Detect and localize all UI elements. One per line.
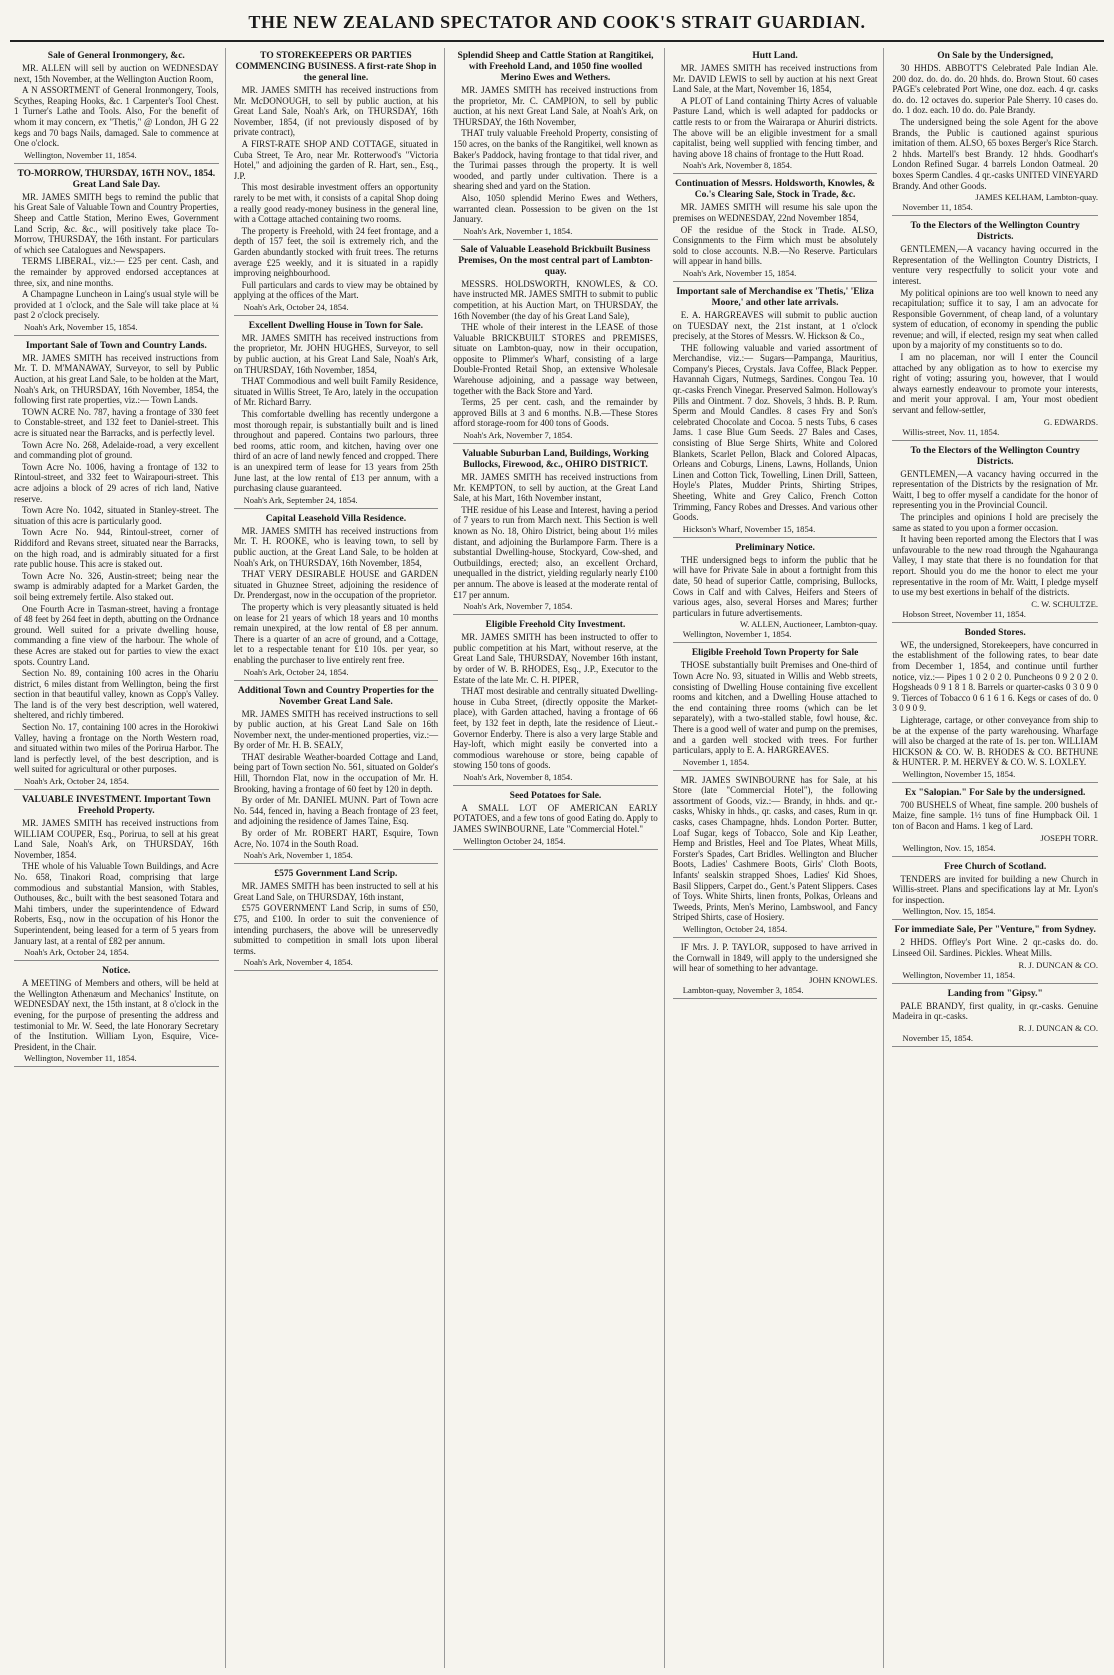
ad-paragraph: THE undersigned begs to inform the public that he will have for Private Sale in about a fortnight from this date, 50 head of superior Cattle, comprising, Bullocks, Cows in Calf and with Calves, Heifers and Steers of various ages, also, several Horses and Mares; further particulars in future advertisements. bbox=[672, 554, 878, 618]
ad-signature: G. EDWARDS. bbox=[1043, 416, 1098, 427]
ad-paragraph: One Fourth Acre in Tasman-street, having a frontage of 48 feet by 264 feet in depth, abutting on the Ordnance ground. Well suited for a private dwelling house, commanding a fine view of the harbour. The whole of these Acres are staked out for parties to view the exact spots. Country Land. bbox=[14, 603, 219, 667]
ad-paragraph: WE, the undersigned, Storekeepers, have concurred in the establishment of the following rates, to bear date from December 1, 1854, and continue until further notice, viz.:— Pipes 1 0 2 0 2 0. Puncheons 0 9 2 0 2 0. Hogsheads 0 9 1 8 1 8. Barrels or quarter-casks 0 3 0 9 0 9. Tierces of Tobacco 0 6 1 6 1 6. Kegs or cases of do. 0 3 0 9 0 9. bbox=[892, 639, 1098, 714]
ad-heading: Splendid Sheep and Cattle Station at Rangitikei, with Freehold Land, and 1050 fine woolled Merino Ewes and Wethers. bbox=[457, 51, 654, 83]
advertisement bbox=[892, 986, 1098, 1047]
ad-dateline: November 11, 1854. bbox=[902, 202, 973, 213]
ad-dateline: Wellington, November 1, 1854. bbox=[682, 629, 792, 640]
advertisement bbox=[14, 166, 219, 336]
ad-paragraph: £575 GOVERNMENT Land Scrip, in sums of £50, £75, and £100. In order to suit the convenience of intending purchasers, the above will be unreservedly submitted to competition in small lots upon liberal terms. bbox=[233, 903, 439, 956]
ad-dateline: November 15, 1854. bbox=[902, 1032, 974, 1043]
ad-heading: Ex "Salopian." For Sale by the undersigned. bbox=[905, 787, 1086, 798]
ad-paragraph: By order of Mr. ROBERT HART, Esquire, Town Acre, No. 1074 in the South Road. bbox=[233, 828, 439, 849]
ad-paragraph: THE whole of his Valuable Town Buildings, and Acre No. 658, Tinakori Road, comprising that large commodious and substantial Mansion, with Stables, Outhouses, &c., built with the best seasoned Totara and Mahi timbers, under the superintendence of Edward Roberts, Esq., now in the occupation of his Honor the Superintendent, being leased for a term of 5 years from January last, at a rental of £82 per annum. bbox=[14, 861, 219, 946]
ad-paragraph: Lighterage, cartage, or other conveyance from ship to be at the expense of the party warehousing. Wharfage will also be charged at the rate of 1s. per ton. WILLIAM HICKSON & CO. W. B. RHODES & CO. BETHUNE & HUNTER. P. M. HERVEY & CO. W. S. LOXLEY. bbox=[892, 714, 1098, 768]
ad-dateline: Noah's Ark, November 8, 1854. bbox=[682, 160, 792, 171]
advertisement bbox=[234, 511, 439, 681]
advertisement bbox=[892, 859, 1098, 921]
ad-dateline: Wellington, Nov. 15, 1854. bbox=[902, 842, 996, 853]
ad-paragraph: A N ASSORTMENT of General Ironmongery, Tools, Scythes, Reaping Hooks, &c. 1 Carpenter's Tool Chest. 1 Turner's Lathe and Tools. Also, For the benefit of whom it may concern, ex "Thetis," @ London, JH G 22 kegs and 70 bags Nails, damaged. Sale to commence at One o'clock. bbox=[14, 85, 219, 149]
ad-dateline: Willis-street, Nov. 11, 1854. bbox=[902, 426, 1000, 437]
ad-heading: TO-MORROW, THURSDAY, 16TH NOV., 1854. Great Land Sale Day. bbox=[17, 168, 216, 190]
ad-paragraph: GENTLEMEN,—A vacancy having occurred in the representation of the Districts by the resignation of Mr. Waitt, I beg to offer myself a candidate for the honor of representing you in the Provincial Council. bbox=[892, 468, 1098, 511]
column-1 bbox=[14, 48, 226, 1668]
ad-paragraph: THAT VERY DESIRABLE HOUSE and GARDEN situated in Ghuznee Street, adjoining the residence of Dr. Prendergast, now in the occupation of the proprietor. bbox=[233, 569, 439, 601]
advertisement bbox=[673, 773, 878, 938]
ad-signature: W. ALLEN, Auctioneer, Lambton-quay. bbox=[739, 619, 878, 630]
ad-signature: R. J. DUNCAN & CO. bbox=[1018, 959, 1098, 970]
ad-heading: To the Electors of the Wellington Country Districts. bbox=[910, 221, 1080, 243]
advertisement bbox=[234, 318, 439, 509]
ad-paragraph: MR. ALLEN will sell by auction on WEDNESDAY next, 15th November, at the Wellington Auction Room, bbox=[14, 63, 219, 84]
ad-heading: Free Church of Scotland. bbox=[944, 861, 1047, 872]
ad-dateline: Wellington, November 11, 1854. bbox=[24, 149, 137, 160]
ad-paragraph: This comfortable dwelling has recently undergone a most thorough repair, is substantially built and is lined throughout and papered. Contains two parlours, three bed rooms, attic room, and kitchen, having over one third of an acre of land newly fenced and cropped. There is an unexpired term of lease for 13 years from 25th June last, at the low rental of £13 per annum, with a purchasing clause guaranteed. bbox=[233, 409, 439, 494]
ad-paragraph: A Champagne Luncheon in Laing's usual style will be provided at 1 o'clock, and the Sale will take place at ¼ past 2 o'clock precisely. bbox=[14, 289, 219, 321]
ad-dateline: Wellington, November 11, 1854. bbox=[902, 969, 1015, 980]
ad-paragraph: 2 HHDS. Offley's Port Wine. 2 qr.-casks do. do. Linseed Oil. Sardines. Pickles. Wheat Mills. bbox=[892, 937, 1098, 959]
ad-dateline: Hickson's Wharf, November 15, 1854. bbox=[682, 523, 816, 534]
advertisement bbox=[14, 338, 219, 790]
advertisement bbox=[892, 922, 1098, 983]
ad-dateline: Noah's Ark, October 24, 1854. bbox=[24, 947, 129, 958]
ad-dateline: Noah's Ark, October 24, 1854. bbox=[243, 301, 349, 312]
column-5 bbox=[892, 48, 1104, 1668]
ad-paragraph: The undersigned being the sole Agent for the above Brands, the Public is cautioned against spurious imitation of them. ALSO, 65 boxes Berger's Rice Starch. 2 hhds. Martell's best Brandy. 12 hhds. Goodhart's London Refined Sugar. 4 barrels London Oatmeal. 20 boxes Sperm Candles. 4 qr.-casks UNITED VINEYARD Brandy. And other Goods. bbox=[892, 116, 1098, 191]
ad-dateline: Noah's Ark, November 15, 1854. bbox=[682, 267, 797, 278]
ad-dateline: Noah's Ark, November 8, 1854. bbox=[463, 771, 573, 782]
ad-heading: Important Sale of Town and Country Lands. bbox=[25, 340, 207, 351]
ad-dateline: Noah's Ark, October 24, 1854. bbox=[243, 666, 349, 677]
ad-dateline: Noah's Ark, November 1, 1854. bbox=[463, 225, 573, 236]
columns bbox=[14, 48, 1104, 1668]
ad-signature: JOHN KNOWLES. bbox=[809, 974, 878, 985]
ad-heading: Eligible Freehold City Investment. bbox=[485, 620, 626, 631]
ad-paragraph: TERMS LIBERAL, viz.:— £25 per cent. Cash, and the remainder by approved endorsed acceptances at three, six, and nine months. bbox=[14, 256, 219, 288]
ad-paragraph: A FIRST-RATE SHOP AND COTTAGE, situated in Cuba Street, Te Aro, near Mr. Rotterwood's "Victoria Hotel," and adjoining the garden of R. Hart, sen., Esq., J.P. bbox=[233, 138, 439, 181]
ad-heading: Valuable Suburban Land, Buildings, Working Bullocks, Firewood, &c., OHIRO DISTRICT. bbox=[462, 449, 649, 471]
ad-heading: Continuation of Messrs. Holdsworth, Knowles, & Co.'s Clearing Sale, Stock in Trade, &c. bbox=[675, 179, 876, 201]
ad-paragraph: THOSE substantially built Premises and One-third of Town Acre No. 93, situated in Willis and Webb streets, consisting of Dwelling House containing five excellent rooms and kitchen, and a Dwelling House attached to the end containing three rooms (which can be let separately), with a two-stalled stable, fowl house, &c. There is a good well of water and pump on the premises, and a garden well stocked with trees. For further particulars, apply to E. A. HARGREAVES. bbox=[672, 660, 878, 756]
advertisement bbox=[14, 48, 219, 164]
ad-paragraph: THE following valuable and varied assortment of Merchandise, viz.:— Sugars—Pampanga, Mauritius, Company's Pieces, Crystals. Java Coffee, Black Pepper. Havannah Cigars, Nutmegs, Sardines. Congou Tea. 10 qr.-casks French Vinegar. Preserved Salmon. Holloway's Pills and Ointment. 7 doz. Shovels, 3 hhds. B. P. Rum. Sperm and Mould Candles. 8 cases Fry and Son's celebrated Chocolate and Cocoa. 5 nests Tubs, 6 cases Jams. 1 case Blue Gum Seeds. 27 Bales and Cases, consisting of Blue Serge Shirts, White and Colored Blankets, Scarlet Pellon, Black and Colored Alpacas, Orleans and Coburgs, Linens, Lawns, Hollands, Union Linen and Cotton Tick, Towelling, Linen Drill, Satteen, Hoyle's Plates, Mudder Prints, Shirting Stripes, Sheeting, White and Grey Calico, French Cotton Trimming, Fancy Robes and Dresses. And various other Goods. bbox=[672, 342, 878, 523]
advertisement bbox=[234, 48, 439, 316]
advertisement bbox=[892, 625, 1098, 783]
ad-dateline: Noah's Ark, October 24, 1854. bbox=[24, 776, 129, 787]
ad-paragraph: Town Acre No. 944, Rintoul-street, corner of Riddiford and Revans street, situated near the Barracks, on the high road, and is admirably situated for a first rate public house. This acre is staked out. bbox=[14, 527, 219, 570]
advertisement bbox=[892, 218, 1098, 441]
ad-paragraph: PALE BRANDY, first quality, in qr.-casks. Genuine Madeira in qr.-casks. bbox=[892, 1000, 1098, 1022]
ad-paragraph: MR. JAMES SMITH has been instructed to offer to public competition at his Mart, without reserve, at the Great Land Sale, THURSDAY, November 16th instant, by order of W. B. RHODES, Esq., J.P., Executor to the Estate of the late Mr. C. H. PIPER, bbox=[453, 632, 658, 685]
ad-dateline: Wellington, Nov. 15, 1854. bbox=[902, 906, 996, 917]
ad-dateline: Wellington, October 24, 1854. bbox=[682, 924, 788, 934]
ad-paragraph: By order of Mr. DANIEL MUNN. Part of Town acre No. 544, fenced in, having a Beach frontage of 23 feet, and adjoining the residence of James Taine, Esq. bbox=[233, 795, 439, 827]
ad-paragraph: This most desirable investment offers an opportunity rarely to be met with, it consists of a capital Shop doing a really good ready-money business in the general line, with a Cottage attached containing two rooms. bbox=[233, 182, 439, 225]
ad-heading: Bonded Stores. bbox=[964, 627, 1026, 638]
ad-paragraph: MR. JAMES SMITH has received instructions from WILLIAM COUPER, Esq., Porirua, to sell at his great Land Sale, Noah's Ark, on THURSDAY, 16th November, 1854. bbox=[14, 818, 219, 860]
ad-heading: Seed Potatoes for Sale. bbox=[509, 790, 602, 801]
ad-paragraph: The property which is very pleasantly situated is held on lease for 21 years of which 18 years and 10 months remain unexpired, at the low rental of £8 per annum. There is a quarter of an acre of ground, and a Cottage, let to a respectable tenant for £10 10s. per year, so enabling the purchaser to live entirely rent free. bbox=[233, 601, 439, 665]
ad-heading: Hutt Land. bbox=[752, 51, 798, 61]
ad-dateline: Lambton-quay, November 3, 1854. bbox=[682, 984, 804, 995]
ad-paragraph: THAT Commodious and well built Family Residence, situated in Willis Street, Te Aro, lately in the occupation of Mr. Richard Barry. bbox=[233, 376, 439, 408]
advertisement bbox=[673, 540, 878, 644]
ad-dateline: Noah's Ark, November 1, 1854. bbox=[243, 850, 353, 861]
ad-paragraph: Full particulars and cards to view may be obtained by applying at the offices of the Mart. bbox=[233, 279, 439, 301]
advertisement bbox=[892, 443, 1098, 623]
ad-heading: £575 Government Land Scrip. bbox=[274, 869, 398, 880]
ad-paragraph: My political opinions are too well known to need any recapitulation; suffice it to say, I am an advocate for Responsible Government, of cheap land, of a voluntary system of education, of economy in spending the public revenue; and will, if elected, resign my seat when called upon by a majority of my constituents so to do. bbox=[892, 287, 1098, 351]
ad-dateline: Wellington, November 11, 1854. bbox=[24, 1053, 137, 1064]
ad-paragraph: MR. JAMES SMITH begs to remind the public that his Great Sale of Valuable Town and Country Properties, Sheep and Cattle Station, Merino Ewes, Government Land Scrip, &c. &c., will positively take place To-Morrow, THURSDAY, the 16th instant. For particulars of which see Catalogues and Newspapers. bbox=[14, 191, 219, 255]
ad-paragraph: Also, 1050 splendid Merino Ewes and Wethers, warranted clean. Possession to be given on the 1st January. bbox=[453, 192, 658, 225]
ad-paragraph: 30 HHDS. ABBOTT'S Celebrated Pale Indian Ale. 200 doz. do. do. do. 20 hhds. do. Brown Stout. 60 cases PAGE's celebrated Port Wine, one doz. each. 4 qr. casks do. do. 12 octaves do. superior Pale Sherry. 10 cases do. do. 1 doz. each. 10 do. do. Pale Brandy. bbox=[892, 63, 1098, 116]
ad-dateline: Noah's Ark, September 24, 1854. bbox=[243, 494, 358, 505]
ad-paragraph: A PLOT of Land containing Thirty Acres of valuable Pasture Land, which is well adapted for paddocks or cattle rests to or from the Wairarapa or Ahuriri districts. The above will be an eligible investment for a small capitalist, being well supplied with fencing timber, and having above 18 chains of frontage to the Hutt Road. bbox=[672, 95, 878, 159]
ad-paragraph: I am no placeman, nor will I enter the Council attached by any obligation as to how to exercise my right of voting; assuring you, however, that I would always earnestly endeavour to promote your interests, and merit your approval. I am, Your most obedient servant and fellow-settler, bbox=[892, 352, 1098, 416]
ad-heading: TO STOREKEEPERS OR PARTIES COMMENCING BUSINESS. A first-rate Shop in the general line. bbox=[235, 51, 437, 83]
ad-paragraph: MR. JAMES SMITH has received instructions from Mr. T. D. M'MANAWAY, Surveyor, to sell by Public Auction, at his great Land Sale, to be holden at the Mart, Noah's Ark, on THURSDAY, 16th November, 1854, the following first rate properties, viz.:— Town Lands. bbox=[14, 352, 219, 406]
ad-heading: Preliminary Notice. bbox=[735, 542, 815, 553]
ad-dateline: Noah's Ark, November 7, 1854. bbox=[463, 601, 573, 612]
ad-dateline: Noah's Ark, November 4, 1854. bbox=[243, 957, 353, 968]
advertisement bbox=[14, 792, 219, 961]
ad-heading: Additional Town and Country Properties for the November Great Land Sale. bbox=[237, 685, 434, 707]
ad-paragraph: OF the residue of the Stock in Trade. ALSO, Consignments to the Firm which must be absolutely sold to close accounts. N.B.—No Reserve. Particulars will appear in hand bills. bbox=[672, 224, 878, 267]
ad-paragraph: THAT desirable Weather-boarded Cottage and Land, being part of Town section No. 561, situated on Golder's Hill, Thorndon Flat, now in the occupation of Mr. H. Brooking, having a frontage of 60 feet by 120 in depth. bbox=[233, 751, 439, 794]
ad-signature: R. J. DUNCAN & CO. bbox=[1018, 1022, 1098, 1033]
ad-heading: To the Electors of the Wellington Country Districts. bbox=[910, 445, 1080, 467]
advertisement bbox=[892, 48, 1098, 216]
ad-paragraph: The property is Freehold, with 24 feet frontage, and a depth of 157 feet, the soil is extremely rich, and the Garden abundantly stocked with fruit trees. The returns average £25 weekly, and it is situated in a rapidly improving neighbourhood. bbox=[233, 225, 439, 279]
ad-paragraph: MR. JAMES SMITH has received instructions from Mr. McDONOUGH, to sell by public auction, at his Great Land Sale, Noah's Ark, on THURSDAY, 16th November, 1854, (if not previously disposed of by private contract), bbox=[233, 85, 439, 138]
ad-dateline: November 1, 1854. bbox=[682, 756, 750, 767]
ad-heading: Excellent Dwelling House in Town for Sale. bbox=[248, 320, 424, 331]
ad-paragraph: THAT most desirable and centrally situated Dwelling-house in Cuba Street, (directly opposite the Market-place), with Garden attached, having a frontage of 66 feet, by 132 feet in depth, late the residence of Lieut.-Governor Enderby. There is also a very large Stable and Hay-loft, which might easily be converted into a commodious warehouse or store, being capable of stowing 150 tons of goods. bbox=[453, 686, 658, 771]
ad-paragraph: MR. JAMES SMITH has been instructed to sell at his Great Land Sale, on THURSDAY, 16th instant, bbox=[233, 881, 439, 902]
ad-heading: On Sale by the Undersigned, bbox=[937, 51, 1054, 61]
ad-heading: Capital Leasehold Villa Residence. bbox=[265, 513, 407, 524]
ad-heading: Important sale of Merchandise ex 'Thetis,' 'Eliza Moore,' and other late arrivals. bbox=[676, 286, 874, 308]
ad-paragraph: THAT truly valuable Freehold Property, consisting of 150 acres, on the banks of the Rangitikei, well known as Baker's Paddock, having frontage to that tidal river, and the Turimai passes through the property. It is well wooded, and partly under cultivation. There is a shearing shed and yard on the Station. bbox=[453, 128, 658, 192]
ad-paragraph: Town Acre No. 1042, situated in Stanley-street. The situation of this acre is particularly good. bbox=[14, 505, 219, 526]
ad-paragraph: Town Acre No. 326, Austin-street; being near the swamp is admirably adapted for a Market Garden, the soil being extremely fertile. Also staked out. bbox=[14, 570, 219, 602]
ad-paragraph: MESSRS. HOLDSWORTH, KNOWLES, & CO. have instructed MR. JAMES SMITH to submit to public competition, at his Auction Mart, on THURSDAY, the 16th November (the day of his Great Land Sale), bbox=[453, 278, 658, 321]
ad-paragraph: Town Acre No. 1006, having a frontage of 132 to Rintoul-street, and 332 feet to Wairapouri-street. This acre adjoins a block of 29 acres of rich land, Native reserve. bbox=[14, 461, 219, 504]
ad-paragraph: A SMALL LOT OF AMERICAN EARLY POTATOES, and a few tons of good Eating do. Apply to JAMES SWINBOURNE, Late "Commercial Hotel." bbox=[453, 802, 658, 835]
ad-paragraph: MR. JAMES SWINBOURNE has for Sale, at his Store (late "Commercial Hotel"), the following assortment of Goods, viz.:— Brandy, in hhds. and qr.-casks, Whisky in hhds., qr. casks, and cases, Rum in qr. casks, cases Champagne, hhds. London Porter. Butter, Loaf Sugar, kegs of Tobacco, Sole and Kip Leather, Hemp and Bristles, Heel and Toe Plates, Wheat Mills, Forster's Spades, Cart Bridles. Wellington and Blucher Boots, Ladies' Cashmere Boots, Girls' Cloth Boots, Infants' sealskin strapped Shoes, Ladies' Kid Shoes, Basil Slippers, Carpet do., Gent.'s Patent Slippers. Cases of Toys. White Shirts, linen fronts, Polkas, Orleans and Tweeds, Prints, Men's Merino, Lambswool, and Fancy Striped Shirts, case of Hosiery. bbox=[672, 774, 878, 923]
ad-paragraph: THE whole of their interest in the LEASE of those Valuable BRICKBUILT STORES and PREMISES, situate on Lambton-quay, now in their occupation, opposite to Plimmer's Wharf, consisting of a large Double-Fronted Retail Shop, an extensive Wholesale Warehouse adjoining, and a passage way between, together with the Back Store and Yard. bbox=[453, 322, 658, 396]
ad-heading: Landing from "Gipsy." bbox=[947, 988, 1043, 999]
ad-dateline: Hobson Street, November 11, 1854. bbox=[902, 608, 1026, 619]
masthead: THE NEW ZEALAND SPECTATOR AND COOK'S STRAIT GUARDIAN. bbox=[248, 12, 866, 32]
ad-paragraph: E. A. HARGREAVES will submit to public auction on TUESDAY next, the 21st instant, at 1 o'clock precisely, at the Stores of Messrs. W. Hickson & Co., bbox=[672, 309, 878, 342]
advertisement bbox=[234, 683, 439, 865]
advertisement bbox=[453, 446, 658, 615]
ad-paragraph: THE residue of his Lease and Interest, having a period of 7 years to run from March next. This Section is well known as No. 18, Ohiro District, being about 1½ miles distant, and adjoining the Burlampore Farm. There is a substantial Dwelling-house, Stockyard, Cow-shed, and Outbuildings, erected; also, an excellent Orchard, unequalled in the district, yielding regularly nearly £100 per annum. The above is leased at the moderate rental of £17 per annum. bbox=[453, 504, 658, 600]
ad-heading: Notice. bbox=[102, 966, 131, 977]
ad-paragraph: The principles and opinions I hold are precisely the same as stated to you upon a former occasion. bbox=[892, 512, 1098, 533]
ad-paragraph: Terms, 25 per cent. cash, and the remainder by approved Bills at 3 and 6 months. N.B.—These Stores afford storage-room for 400 tons of Goods. bbox=[453, 397, 658, 429]
ad-dateline: Noah's Ark, November 7, 1854. bbox=[463, 430, 573, 441]
ad-paragraph: GENTLEMEN,—A vacancy having occurred in the Representation of the Wellington Country Districts, I venture very respectfully to solicit your vote and interest. bbox=[892, 244, 1098, 286]
advertisement bbox=[673, 645, 878, 770]
ad-paragraph: Section No. 17, containing 100 acres in the Horokiwi Valley, having a frontage on the North Western road, and situated within two miles of the Porirua Harbor. The land is perfectly level, of the best description, and is well suited for agricultural or other purposes. bbox=[14, 722, 219, 775]
ad-heading: Sale of General Ironmongery, &c. bbox=[47, 51, 185, 61]
ad-heading: Eligible Freehold Town Property for Sale bbox=[691, 648, 859, 659]
ad-dateline: Wellington, November 15, 1854. bbox=[902, 768, 1016, 779]
ad-heading: For immediate Sale, Per "Venture," from Sydney. bbox=[894, 925, 1096, 936]
advertisement bbox=[673, 940, 878, 999]
advertisement bbox=[453, 788, 658, 850]
ad-dateline: Wellington October 24, 1854. bbox=[463, 835, 566, 846]
ad-heading: VALUABLE INVESTMENT. Important Town Freehold Property. bbox=[21, 795, 211, 817]
ad-paragraph: Town Acre No. 268, Adelaide-road, a very excellent and commanding plot of ground. bbox=[14, 439, 219, 461]
ad-paragraph: IF Mrs. J. P. TAYLOR, supposed to have arrived in the Cornwall in 1849, will apply to the undersigned she will hear of something to her advantage. bbox=[672, 942, 878, 974]
ad-paragraph: TENDERS are invited for building a new Church in Willis-street. Plans and specifications lay at Mr. Lyon's for inspection. bbox=[892, 873, 1098, 905]
column-3 bbox=[453, 48, 665, 1668]
column-4 bbox=[673, 48, 885, 1668]
advertisement bbox=[892, 785, 1098, 857]
ad-paragraph: MR. JAMES SMITH will resume his sale upon the premises on WEDNESDAY, 22nd November 1854, bbox=[672, 202, 878, 223]
advertisement bbox=[673, 48, 878, 174]
ad-paragraph: 700 BUSHELS of Wheat, fine sample. 200 bushels of Maize, fine sample. 1½ tuns of fine Humpback Oil. 1 ton of Bacon and Hams. 1 keg of Lard. bbox=[892, 799, 1098, 832]
ad-dateline: Noah's Ark, November 15, 1854. bbox=[24, 321, 138, 332]
advertisement bbox=[234, 866, 439, 971]
advertisement bbox=[453, 617, 658, 786]
ad-paragraph: MR. JAMES SMITH has received instructions from the proprietor, Mr. JOHN HUGHES, Surveyor, to sell by public auction, at his Great Land Sale, Noah's Ark, on THURSDAY, 16th November, 1854, bbox=[233, 332, 439, 375]
ad-paragraph: MR. JAMES SMITH has received instructions from the proprietor, Mr. C. CAMPION, to sell by public auction, at his next Great Land Sale, at Noah's Ark, on THURSDAY, the 16th November, bbox=[453, 85, 658, 127]
ad-paragraph: MR. JAMES SMITH has received instructions from Mr. DAVID LEWIS to sell by auction at his next Great Land Sale, at the Mart, November 16, 1854, bbox=[672, 63, 878, 95]
advertisement bbox=[453, 48, 658, 240]
advertisement bbox=[14, 963, 219, 1067]
ad-signature: C. W. SCHULTZE. bbox=[1031, 598, 1098, 609]
ad-paragraph: MR. JAMES SMITH has received instructions from Mr. T. H. ROOKE, who is leaving town, to sell by public auction, at the Great Land Sale, to be holden at Noah's Ark, on THURSDAY, 16th November, 1854, bbox=[233, 525, 439, 568]
advertisement bbox=[453, 242, 658, 444]
ad-signature: JOSEPH TORR. bbox=[1040, 832, 1098, 843]
advertisement bbox=[673, 176, 878, 282]
column-2 bbox=[234, 48, 446, 1668]
ad-paragraph: TOWN ACRE No. 787, having a frontage of 330 feet to Constable-street, and 132 feet to Daniel-street. This acre is situated near the Barracks, and is perfectly level. bbox=[14, 406, 219, 439]
ad-paragraph: A MEETING of Members and others, will be held at the Wellington Athenæum and Mechanics' Institute, on WEDNESDAY next, the 15th instant, at 8 o'clock in the evening, for the purpose of presenting the address and testimonial to Mr. W. Seed, the late Honorary Secretary of the Institution. William Lyon, Esquire, Vice-President, in the Chair. bbox=[14, 978, 219, 1052]
ad-paragraph: MR. JAMES SMITH has received instructions to sell by public auction, at his Great Land Sale on 16th November next, the under-mentioned properties, viz.:— By order of Mr. H. B. SEALY, bbox=[233, 708, 439, 751]
ad-paragraph: It having been reported among the Electors that I was unfavourable to the new road through the Ngahauranga Valley, I may state that there is no foundation for that report. Should you do me the honor to elect me your representative in the room of Mr. Waitt, I pledge myself to use my best exertions in behalf of the districts. bbox=[892, 534, 1098, 598]
advertisement bbox=[673, 284, 878, 538]
masthead-rule bbox=[10, 40, 1104, 42]
ad-paragraph: Section No. 89, containing 100 acres in the Ohariu district, 6 miles distant from Wellington, being the first section in that beautiful valley, known as Copp's Valley. The land is of the very best description, well watered, sheltered, and richly timbered. bbox=[14, 668, 219, 721]
ad-paragraph: MR. JAMES SMITH has received instructions from Mr. KEMPTON, to sell by auction, at the Great Land Sale, at his Mart, 16th November instant, bbox=[453, 472, 658, 504]
ad-heading: Sale of Valuable Leasehold Brickbuilt Business Premises, On the most central part of Lambton-quay. bbox=[458, 244, 653, 277]
ad-signature: JAMES KELHAM, Lambton-quay. bbox=[975, 192, 1098, 203]
